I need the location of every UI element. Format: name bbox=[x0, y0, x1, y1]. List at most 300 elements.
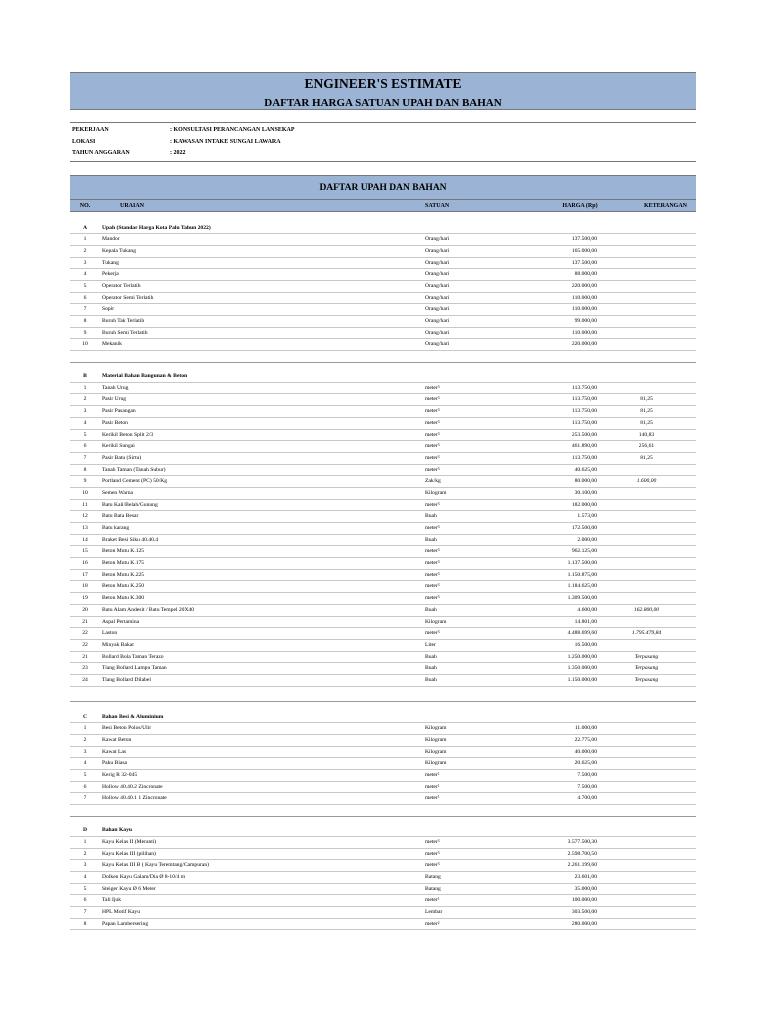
keterangan-cell: 162.800,00 bbox=[633, 606, 660, 613]
group-title: Upah (Standar Harga Kota Palu Tahun 2022) bbox=[102, 224, 211, 231]
row-number: 10 bbox=[82, 341, 88, 348]
harga-cell: 20.625,00 bbox=[574, 760, 597, 767]
unit-exponent: 3 bbox=[437, 396, 440, 401]
harga-cell: 303.500,00 bbox=[571, 908, 597, 915]
harga-cell: 30.100,00 bbox=[574, 489, 597, 496]
table-row bbox=[70, 884, 696, 896]
row-number: 6 bbox=[83, 783, 87, 790]
keterangan-cell bbox=[597, 895, 696, 906]
harga-cell: 962.125,00 bbox=[571, 548, 597, 555]
satuan-cell: meter$^3$ bbox=[425, 850, 440, 857]
satuan-cell: Orang/hari bbox=[425, 259, 450, 266]
unit-exponent: 3 bbox=[437, 560, 440, 565]
table-row bbox=[70, 793, 696, 805]
row-number: 6 bbox=[83, 294, 87, 301]
row-number: 18 bbox=[82, 583, 88, 590]
unit-exponent: 3 bbox=[437, 595, 440, 600]
harga-cell: 220.000,00 bbox=[571, 341, 597, 348]
uraian-cell: Batu karang bbox=[102, 525, 130, 531]
harga-cell bbox=[525, 223, 597, 234]
group-d bbox=[70, 816, 696, 930]
table-row bbox=[70, 872, 696, 884]
row-number: 22 bbox=[82, 641, 88, 648]
row-number: 13 bbox=[82, 525, 88, 531]
harga-cell: 16.500,00 bbox=[574, 641, 597, 648]
group-code: B bbox=[83, 373, 87, 380]
keterangan-cell bbox=[597, 234, 696, 245]
uraian-cell: Kerig R 32-045 bbox=[102, 772, 138, 779]
keterangan-cell: Terpasang bbox=[634, 653, 659, 660]
column-header-satuan: SATUAN bbox=[425, 202, 450, 209]
table-row bbox=[70, 511, 696, 523]
uraian-cell: Tiang Bollard Dilabel bbox=[102, 676, 151, 683]
satuan-cell: Orang/hari bbox=[425, 247, 450, 254]
row-number: 8 bbox=[83, 466, 87, 473]
uraian-cell: Paku Biasa bbox=[102, 760, 128, 767]
uraian-cell: Tanah Urug bbox=[102, 384, 129, 391]
table-row bbox=[70, 593, 696, 605]
keterangan-cell bbox=[597, 570, 696, 581]
harga-cell: 113.750,00 bbox=[572, 419, 597, 426]
harga-cell: 137.500,00 bbox=[571, 259, 597, 266]
harga-cell: 4.488.699,60 bbox=[567, 630, 597, 637]
harga-cell: 4.600,00 bbox=[577, 606, 597, 613]
harga-cell: 99.000,00 bbox=[574, 318, 597, 324]
harga-cell: 7.500,00 bbox=[577, 772, 597, 779]
table-row bbox=[70, 383, 696, 395]
keterangan-cell bbox=[597, 581, 696, 592]
satuan-cell: Kilogram bbox=[425, 725, 447, 732]
uraian-cell: Batu Alam Andesit / Batu Tempel 20X40 bbox=[102, 606, 195, 613]
table-row bbox=[70, 281, 696, 293]
satuan-cell: meter$^3$ bbox=[425, 525, 440, 531]
group-code: D bbox=[82, 827, 88, 834]
row-number: 21 bbox=[82, 618, 88, 625]
satuan-cell: meter$^1$ bbox=[425, 772, 440, 779]
uraian-cell: Hollow 40.40.2 Zincronate bbox=[102, 783, 163, 790]
satuan-cell: Orang/hari bbox=[425, 271, 450, 278]
group-b bbox=[70, 362, 696, 687]
table-row bbox=[70, 258, 696, 270]
table-header bbox=[70, 199, 696, 212]
satuan-cell: meter$^3$ bbox=[425, 396, 440, 403]
uraian-cell: Batu Bata Besar bbox=[102, 513, 139, 520]
table-row bbox=[70, 837, 696, 849]
uraian-cell: Beton Mutu K.175 bbox=[102, 560, 145, 567]
keterangan-cell bbox=[597, 617, 696, 628]
row-number: 4 bbox=[83, 419, 87, 426]
uraian-cell: Tiang Bollard Lampu Taman bbox=[102, 665, 167, 672]
satuan-cell: Liter bbox=[425, 641, 436, 648]
unit-exponent: 3 bbox=[437, 838, 440, 843]
unit-exponent: 3 bbox=[437, 583, 440, 588]
satuan-cell: meter$^3$ bbox=[425, 838, 440, 845]
uraian-cell: Aspal Pertamina bbox=[102, 618, 140, 625]
keterangan-cell bbox=[597, 465, 696, 476]
row-number: 1 bbox=[83, 384, 87, 391]
table-row bbox=[70, 406, 696, 418]
row-number: 21 bbox=[82, 653, 88, 660]
table-row bbox=[70, 617, 696, 629]
uraian-cell: Semen Warna bbox=[102, 489, 133, 496]
keterangan-cell: 81,25 bbox=[640, 419, 653, 426]
table-row bbox=[70, 652, 696, 664]
harga-cell bbox=[525, 712, 597, 723]
uraian-cell: Laston bbox=[102, 630, 118, 637]
table-row bbox=[70, 640, 696, 652]
keterangan-cell bbox=[597, 747, 696, 758]
harga-cell: 165.000,00 bbox=[571, 247, 597, 254]
document-subtitle: DAFTAR HARGA SATUAN UPAH DAN BAHAN bbox=[264, 97, 502, 109]
row-number: 7 bbox=[83, 795, 87, 802]
row-number: 10 bbox=[82, 489, 88, 496]
table-row bbox=[70, 339, 696, 351]
keterangan-cell bbox=[597, 907, 696, 918]
unit-exponent: 3 bbox=[437, 408, 440, 413]
keterangan-cell bbox=[597, 758, 696, 769]
table-row bbox=[70, 465, 696, 477]
row-number: 20 bbox=[82, 606, 88, 613]
keterangan-cell bbox=[597, 383, 696, 394]
unit-exponent: 1 bbox=[437, 783, 440, 788]
satuan-cell: Lembar bbox=[425, 908, 443, 915]
satuan-cell: Buah bbox=[425, 606, 437, 613]
keterangan-cell bbox=[597, 593, 696, 604]
table-row bbox=[70, 316, 696, 328]
table-row bbox=[70, 758, 696, 770]
row-number: 5 bbox=[83, 885, 87, 892]
table-row bbox=[70, 304, 696, 316]
satuan-cell: meter$^3$ bbox=[425, 583, 440, 590]
keterangan-cell: 1.600,00 bbox=[636, 478, 657, 485]
satuan-cell: meter$^3$ bbox=[425, 419, 440, 426]
table-row bbox=[70, 747, 696, 759]
table-row bbox=[70, 453, 696, 465]
table-row bbox=[70, 895, 696, 907]
harga-cell: 110.000,00 bbox=[572, 329, 597, 336]
table-row bbox=[70, 849, 696, 861]
row-number: 5 bbox=[83, 282, 87, 289]
keterangan-cell bbox=[597, 825, 696, 836]
satuan-cell: meter$^3$ bbox=[425, 630, 440, 637]
harga-cell: 1.150.000,00 bbox=[567, 676, 597, 683]
uraian-cell: Tukang bbox=[102, 259, 119, 266]
row-number: 8 bbox=[83, 920, 87, 927]
satuan-cell: meter$^3$ bbox=[425, 501, 440, 508]
satuan-cell: meter$^3$ bbox=[425, 548, 440, 555]
harga-cell: 137.500,00 bbox=[571, 236, 597, 243]
uraian-cell: Beton Mutu K.125 bbox=[102, 548, 145, 555]
harga-cell: 1.250.000,00 bbox=[567, 653, 597, 660]
unit-exponent: 3 bbox=[437, 454, 440, 459]
satuan-cell: Kilogram bbox=[425, 737, 447, 743]
uraian-cell: Dolken Kayu Galam/Dia Ø 8-10/4 m bbox=[102, 873, 186, 880]
satuan-cell: meter$^3$ bbox=[425, 408, 440, 415]
keterangan-cell bbox=[597, 269, 696, 280]
harga-cell: 3.577.500,30 bbox=[567, 838, 597, 845]
unit-exponent: 3 bbox=[437, 850, 440, 855]
uraian-cell: Mekanik bbox=[102, 341, 122, 348]
table-row bbox=[70, 570, 696, 582]
info-value: : KONSULTASI PERANCANGAN LANSEKAP bbox=[170, 127, 295, 133]
group-title: Bahan Besi & Aluminium bbox=[102, 713, 164, 720]
satuan-cell: Batang bbox=[425, 885, 441, 892]
table-row bbox=[70, 535, 696, 547]
unit-exponent: 3 bbox=[437, 525, 440, 529]
keterangan-cell bbox=[597, 535, 696, 546]
harga-cell: 100.000,00 bbox=[571, 897, 597, 904]
keterangan-cell: 1.795.479,84 bbox=[631, 630, 662, 637]
row-number: 9 bbox=[83, 478, 87, 485]
satuan-cell bbox=[425, 371, 525, 382]
document-title: ENGINEER'S ESTIMATE bbox=[304, 76, 462, 91]
group-title: Material Bahan Bangunan & Beton bbox=[102, 373, 188, 380]
table-row bbox=[70, 919, 696, 931]
satuan-cell: Orang/hari bbox=[425, 294, 450, 301]
table-row bbox=[70, 441, 696, 453]
satuan-cell: Zak/kg bbox=[425, 478, 441, 485]
uraian-cell: Papan Lambersering bbox=[102, 920, 149, 927]
uraian-cell: Batu Kali/Belah/Gunung bbox=[102, 501, 158, 508]
table-row bbox=[70, 558, 696, 570]
row-number: 15 bbox=[82, 548, 88, 555]
row-number: 8 bbox=[83, 318, 87, 324]
table-row bbox=[70, 782, 696, 794]
keterangan-cell bbox=[597, 837, 696, 848]
keterangan-cell: 140,83 bbox=[638, 431, 655, 438]
group-header-row bbox=[70, 371, 696, 383]
keterangan-cell: 81,25 bbox=[640, 408, 653, 415]
group-a bbox=[70, 223, 696, 352]
harga-cell: 2.598.700,50 bbox=[567, 850, 597, 857]
column-header-keterangan: KETERANGAN bbox=[643, 202, 687, 209]
keterangan-cell bbox=[597, 293, 696, 304]
info-row-pekerjaan bbox=[70, 125, 696, 137]
harga-cell: 2.000,00 bbox=[577, 536, 597, 543]
harga-cell: 40.625,00 bbox=[574, 466, 597, 473]
info-value: : 2022 bbox=[170, 150, 186, 156]
satuan-cell: meter$^1$ bbox=[425, 795, 440, 802]
keterangan-cell bbox=[597, 640, 696, 651]
row-number: 3 bbox=[83, 408, 87, 415]
keterangan-cell bbox=[597, 735, 696, 746]
harga-cell: 7.500,00 bbox=[577, 783, 597, 790]
uraian-cell: Operator Terlatih bbox=[102, 282, 141, 289]
column-header-no: NO. bbox=[79, 202, 91, 209]
row-number: 19 bbox=[82, 595, 88, 602]
table-row bbox=[70, 663, 696, 675]
row-number: 3 bbox=[83, 748, 87, 755]
satuan-cell: meter$^3$ bbox=[425, 431, 440, 438]
satuan-cell: meter$^2$ bbox=[425, 920, 440, 927]
row-number: 6 bbox=[83, 443, 87, 450]
row-number: 4 bbox=[83, 271, 87, 278]
uraian-cell: Tali Ijuk bbox=[102, 897, 122, 904]
unit-exponent: 2 bbox=[437, 920, 440, 925]
keterangan-cell bbox=[597, 371, 696, 382]
uraian-cell: Kawat Las bbox=[102, 748, 127, 755]
table-row bbox=[70, 328, 696, 340]
keterangan-cell bbox=[597, 860, 696, 871]
satuan-cell: meter$^1$ bbox=[425, 783, 440, 790]
keterangan-cell bbox=[597, 919, 696, 930]
uraian-cell: Kayu Kelas II (Meranti) bbox=[102, 838, 157, 845]
satuan-cell: meter$^3$ bbox=[425, 466, 440, 473]
unit-exponent: 3 bbox=[437, 862, 440, 867]
satuan-cell: Orang/hari bbox=[425, 318, 450, 324]
satuan-cell: meter$^3$ bbox=[425, 560, 440, 567]
uraian-cell: Buruh Tak Terlatih bbox=[102, 318, 145, 324]
unit-exponent: 3 bbox=[437, 384, 440, 389]
harga-cell: 40.000,00 bbox=[574, 748, 597, 755]
unit-exponent: 1 bbox=[437, 772, 440, 777]
row-number: 3 bbox=[83, 862, 87, 869]
row-number: 9 bbox=[83, 329, 87, 336]
info-value: : KAWASAN INTAKE SUNGAI LAWARA bbox=[170, 138, 281, 145]
uraian-cell: Kawat Beton bbox=[102, 737, 132, 743]
group-code: C bbox=[82, 713, 88, 720]
table-row bbox=[70, 628, 696, 640]
harga-cell: 280.000,00 bbox=[571, 920, 597, 927]
table-row bbox=[70, 735, 696, 747]
uraian-cell: Kepala Tukang bbox=[102, 247, 137, 254]
satuan-cell: meter$^1$ bbox=[425, 897, 440, 904]
row-number: 12 bbox=[82, 513, 88, 520]
satuan-cell bbox=[425, 223, 525, 234]
table-row bbox=[70, 430, 696, 442]
title-banner bbox=[70, 72, 696, 110]
info-label: PEKERJAAN bbox=[72, 127, 109, 133]
harga-cell: 1.309.500,00 bbox=[567, 595, 597, 602]
keterangan-cell bbox=[597, 884, 696, 895]
uraian-cell: Tanah Taman (Tanah Subur) bbox=[102, 466, 166, 473]
harga-cell: 4.700,00 bbox=[577, 795, 597, 802]
keterangan-cell bbox=[597, 281, 696, 292]
table-row bbox=[70, 675, 696, 687]
satuan-cell: Buah bbox=[425, 665, 437, 672]
unit-exponent: 3 bbox=[437, 431, 440, 436]
table-row bbox=[70, 476, 696, 488]
satuan-cell: meter$^3$ bbox=[425, 384, 440, 391]
uraian-cell: Kayu Kelas III (pilihan) bbox=[102, 850, 156, 857]
row-number: 24 bbox=[82, 676, 88, 683]
row-number: 22 bbox=[82, 630, 88, 637]
satuan-cell: meter$^3$ bbox=[425, 443, 440, 450]
info-row-lokasi bbox=[70, 137, 696, 149]
harga-cell: 88.000,00 bbox=[574, 271, 597, 278]
table-row bbox=[70, 581, 696, 593]
unit-exponent: 3 bbox=[437, 571, 440, 576]
unit-exponent: 1 bbox=[437, 897, 440, 902]
keterangan-cell bbox=[597, 511, 696, 522]
satuan-cell: meter$^3$ bbox=[425, 454, 440, 461]
harga-cell: 1.184.625,00 bbox=[567, 583, 597, 590]
uraian-cell: Pasir Pasangan bbox=[102, 408, 136, 415]
keterangan-cell bbox=[597, 849, 696, 860]
group-code: A bbox=[82, 224, 88, 231]
keterangan-cell bbox=[597, 723, 696, 734]
harga-cell: 1.350.000,00 bbox=[567, 665, 597, 672]
table-row bbox=[70, 860, 696, 872]
uraian-cell: Sopir bbox=[102, 306, 115, 313]
row-number: 2 bbox=[83, 247, 87, 254]
table-row bbox=[70, 293, 696, 305]
table-row bbox=[70, 418, 696, 430]
keterangan-cell bbox=[597, 258, 696, 269]
row-number: 1 bbox=[83, 838, 87, 845]
row-number: 7 bbox=[83, 454, 87, 461]
unit-exponent: 3 bbox=[437, 501, 440, 506]
harga-cell: 172.500,00 bbox=[571, 525, 597, 531]
harga-cell: 461.890,00 bbox=[571, 443, 597, 450]
uraian-cell: Pasir Urug bbox=[102, 396, 127, 403]
row-number: 1 bbox=[83, 236, 87, 243]
keterangan-cell bbox=[597, 558, 696, 569]
table-row bbox=[70, 488, 696, 500]
keterangan-cell bbox=[597, 712, 696, 723]
row-number: 6 bbox=[83, 897, 87, 904]
satuan-cell bbox=[425, 825, 525, 836]
keterangan-cell bbox=[597, 304, 696, 315]
info-label: TAHUN ANGGARAN bbox=[72, 150, 130, 156]
harga-cell: 11.000,00 bbox=[574, 725, 597, 732]
satuan-cell: Buah bbox=[425, 536, 437, 543]
column-header-harga: HARGA (Rp) bbox=[562, 202, 598, 209]
uraian-cell: Operator Semi Terlatih bbox=[102, 294, 154, 301]
keterangan-cell bbox=[597, 872, 696, 883]
unit-exponent: 3 bbox=[437, 548, 440, 553]
satuan-cell: Kilogram bbox=[425, 618, 447, 625]
uraian-cell: Hollow 40.40.1 1 Zincronate bbox=[102, 795, 167, 802]
satuan-cell bbox=[425, 712, 525, 723]
row-number: 23 bbox=[82, 665, 88, 672]
keterangan-cell bbox=[597, 246, 696, 257]
row-number: 2 bbox=[83, 396, 87, 403]
uraian-cell: Steiger Kayu Ø 6 Meter bbox=[102, 885, 156, 892]
harga-cell: 220.000,00 bbox=[571, 282, 597, 289]
keterangan-cell: 81,25 bbox=[640, 454, 653, 461]
satuan-cell: Orang/hari bbox=[425, 329, 450, 336]
unit-exponent: 3 bbox=[437, 419, 440, 424]
satuan-cell: Buah bbox=[425, 513, 437, 520]
row-number: 11 bbox=[82, 501, 88, 508]
uraian-cell: Pasir Beton bbox=[102, 419, 128, 426]
row-number: 7 bbox=[83, 306, 87, 313]
satuan-cell: meter$^3$ bbox=[425, 571, 440, 578]
satuan-cell: Orang/hari bbox=[425, 341, 450, 348]
harga-cell: 14.801,00 bbox=[574, 618, 597, 625]
satuan-cell: meter$^3$ bbox=[425, 862, 440, 869]
satuan-cell: Kilogram bbox=[425, 748, 447, 755]
table-row bbox=[70, 723, 696, 735]
keterangan-cell: 81,25 bbox=[640, 396, 653, 403]
uraian-cell: Braket Besi Siku 40.40.4 bbox=[102, 536, 159, 543]
keterangan-cell: Terpasang bbox=[634, 676, 659, 683]
row-number: 5 bbox=[83, 431, 87, 438]
keterangan-cell bbox=[597, 316, 696, 327]
uraian-cell: Buruh Semi Terlatih bbox=[102, 329, 148, 336]
group-header-row bbox=[70, 712, 696, 724]
satuan-cell: meter$^3$ bbox=[425, 595, 440, 602]
unit-exponent: 3 bbox=[437, 630, 440, 635]
info-row-tahun-anggaran bbox=[70, 148, 696, 160]
uraian-cell: HPL Motif Kayu bbox=[102, 908, 141, 915]
harga-cell: 113.750,00 bbox=[572, 384, 597, 391]
row-number: 14 bbox=[82, 536, 88, 543]
keterangan-cell bbox=[597, 223, 696, 234]
table-row bbox=[70, 546, 696, 558]
harga-cell: 110.000,00 bbox=[572, 306, 597, 313]
